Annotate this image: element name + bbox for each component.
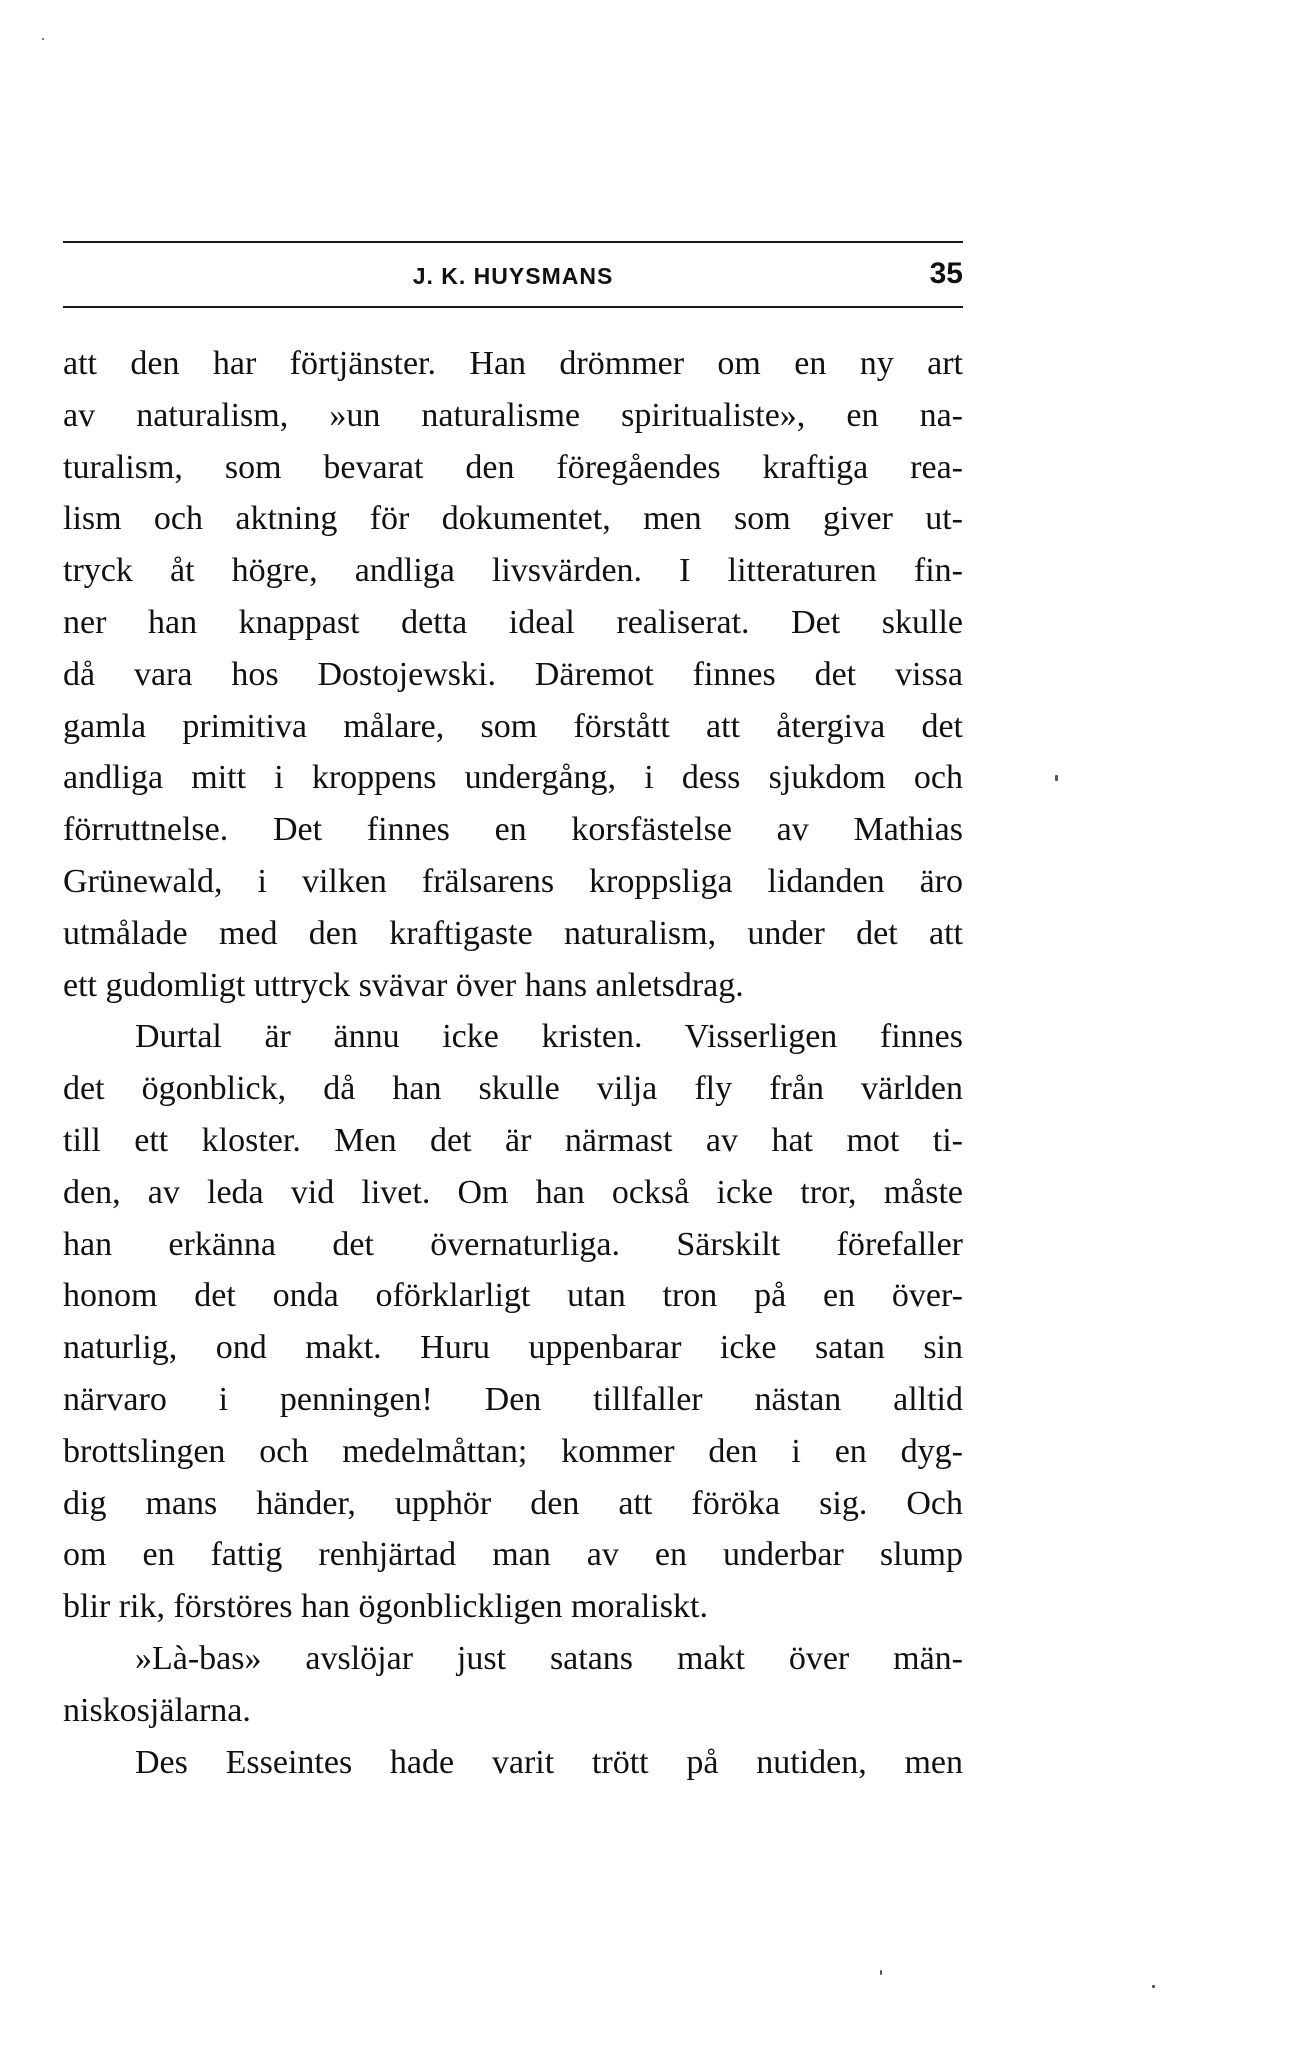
text-line: tryck åt högre, andliga livsvärden. I litteraturen fin-	[63, 552, 963, 590]
text-line: att den har förtjänster. Han drömmer om en ny art	[63, 345, 963, 382]
text-line: Durtal är ännu icke kristen. Visserligen finnes	[135, 1018, 963, 1056]
paper-speck	[1152, 1985, 1155, 1988]
text-line: om en fattig renhjärtad man av en underbar slump	[63, 1536, 963, 1574]
text-line: ner han knappast detta ideal realiserat. Det skulle	[63, 603, 963, 641]
paper-speck	[42, 38, 44, 40]
text-line: gamla primitiva målare, som förstått att återgiva det	[63, 707, 963, 745]
text-line: han erkänna det övernaturliga. Särskilt förefaller	[63, 1225, 963, 1263]
paper-speck	[880, 1970, 882, 1975]
running-head	[63, 255, 963, 299]
page-number: 35	[929, 257, 963, 290]
text-line: turalism, som bevarat den föregåendes kraftiga rea-	[63, 448, 963, 486]
text-line: Grünewald, i vilken frälsarens kroppsliga lidanden äro	[63, 862, 963, 900]
text-line: Des Esseintes hade varit trött på nutiden, men	[135, 1743, 963, 1781]
header-rule-bottom	[63, 306, 963, 308]
header-rule-top	[63, 241, 963, 243]
text-line: förruttnelse. Det finnes en korsfästelse av Mathias	[63, 811, 963, 849]
text-line: det ögonblick, då han skulle vilja fly från världen	[63, 1070, 963, 1108]
text-line: då vara hos Dostojewski. Däremot finnes det vissa	[63, 655, 963, 693]
text-line: till ett kloster. Men det är närmast av hat mot ti-	[63, 1121, 963, 1159]
text-line: naturlig, ond makt. Huru uppenbarar icke satan sin	[63, 1329, 963, 1367]
paper-speck	[1055, 775, 1058, 781]
text-line: dig mans händer, upphör den att föröka sig. Och	[63, 1484, 963, 1522]
text-line: av naturalism, »un naturalisme spiritualiste», en na-	[63, 396, 963, 434]
text-line: lism och aktning för dokumentet, men som giver ut-	[63, 500, 963, 538]
text-line: ett gudomligt uttryck svävar över hans anletsdrag.	[63, 966, 744, 1004]
text-line: brottslingen och medelmåttan; kommer den i en dyg-	[63, 1432, 963, 1470]
text-line: blir rik, förstöres han ögonblickligen moraliskt.	[63, 1588, 708, 1626]
text-line: utmålade med den kraftigaste naturalism, under det att	[63, 914, 963, 952]
text-line: närvaro i penningen! Den tillfaller nästan alltid	[63, 1380, 963, 1418]
text-line: honom det onda oförklarligt utan tron på en över-	[63, 1277, 963, 1315]
text-line: »Là-bas» avslöjar just satans makt över män-	[135, 1639, 963, 1677]
running-head-title: J. K. HUYSMANS	[412, 263, 614, 289]
text-line: niskosjälarna.	[63, 1691, 251, 1729]
body-text	[63, 338, 963, 1788]
text-line: den, av leda vid livet. Om han också icke tror, måste	[63, 1173, 963, 1211]
text-line: andliga mitt i kroppens undergång, i dess sjukdom och	[63, 759, 963, 797]
